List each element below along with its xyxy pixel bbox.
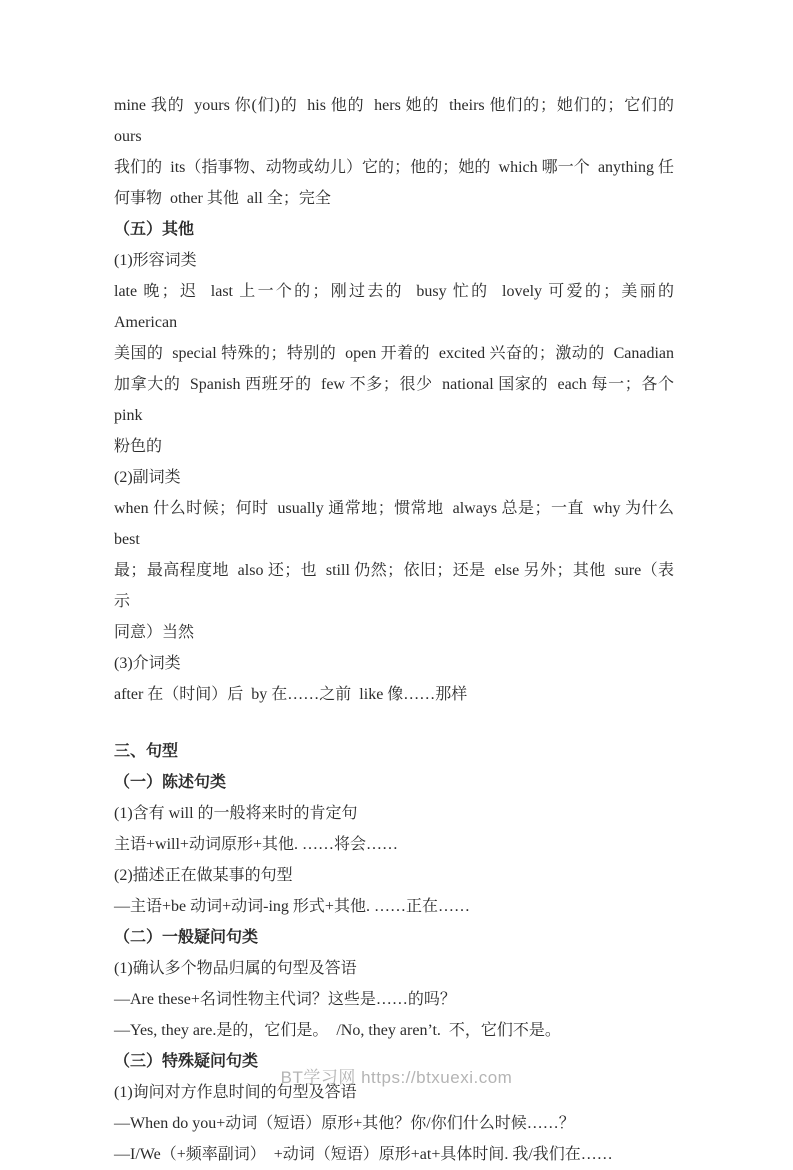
text-line: (3)介词类 [114,655,181,672]
text-line: 最；最高程度地 also 还；也 still 仍然；依旧；还是 else 另外；其他 sure（表示 [114,562,674,610]
document-content [114,90,682,1170]
text-line: (1)形容词类 [114,252,197,269]
text-line: —I/We（+频率副词） +动词（短语）原形+at+具体时间. 我/我们在…… [114,1146,613,1163]
heading-line: （二）一般疑问句类 [114,929,259,946]
text-line: (1)含有 will 的一般将来时的肯定句 [114,805,358,822]
heading-line: （三）特殊疑问句类 [114,1053,259,1070]
text-line: 我们的 its（指事物、动物或幼儿）它的；他的；她的 which 哪一个 anything 任 [114,159,674,176]
footer-watermark: BT学习网 https://btxuexi.com [280,1068,513,1087]
text-line: 主语+will+动词原形+其他. ……将会…… [114,836,398,853]
text-line: 同意）当然 [114,624,195,641]
text-line: 何事物 other 其他 all 全；完全 [114,190,331,207]
heading-line: （五）其他 [114,221,195,238]
heading-line: （一）陈述句类 [114,774,227,791]
text-line: late 晚；迟 last 上一个的；刚过去的 busy 忙的 lovely 可爱的；美丽的 American [114,283,682,331]
text-line: —Are these+名词性物主代词？这些是……的吗？ [114,991,456,1008]
text-line: when 什么时候；何时 usually 通常地；惯常地 always 总是；一直 why 为什么 best [114,500,682,548]
text-line: (2)副词类 [114,469,181,486]
text-line: 加拿大的 Spanish 西班牙的 few 不多；很少 national 国家的 each 每一；各个 pink [114,376,682,424]
blank-line [114,710,674,736]
text-line: 粉色的 [114,438,163,455]
text-line: after 在（时间）后 by 在……之前 like 像……那样 [114,686,468,703]
text-line: —Yes, they are.是的，它们是。 /No, they aren’t. 不，它们不是。 [114,1022,561,1039]
heading-line: 三、句型 [114,743,179,760]
text-line: (2)描述正在做某事的句型 [114,867,293,884]
text-line: (1)确认多个物品归属的句型及答语 [114,960,357,977]
text-line: 美国的 special 特殊的；特别的 open 开着的 excited 兴奋的；激动的 Canadian [114,345,674,362]
text-line: —主语+be 动词+动词-ing 形式+其他. ……正在…… [114,898,470,915]
text-line: mine 我的 yours 你(们)的 his 他的 hers 她的 theirs 他们的；她们的；它们的 ours [114,97,682,145]
text-line: —When do you+动词（短语）原形+其他？你/你们什么时候……？ [114,1115,575,1132]
text-line: (1)询问对方作息时间的句型及答语 [114,1084,357,1101]
